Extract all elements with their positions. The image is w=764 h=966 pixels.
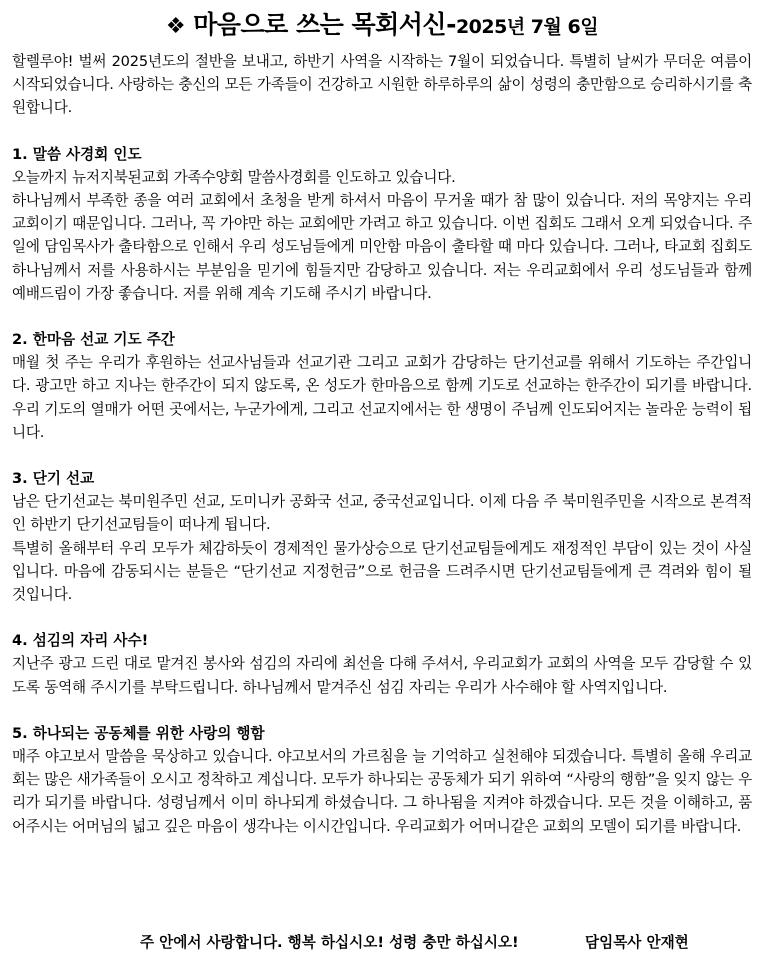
section-heading: 2. 한마음 선교 기도 주간 [12,331,175,349]
diamond-icon: ❖ [165,14,186,39]
section-paragraph: 매주 야고보서 말씀을 묵상하고 있습니다. 야고보서의 가르침을 늘 기억하고 실천해야 되겠습니다. 특별히 올해 우리교회는 많은 새가족들이 오시고 정착하고 계십니다. 모두가 하나되는 공동체가 되기 위하여 “사랑의 행함”을 잊지 않는 우리가 되기를 바랍니다. 성령님께서 이미 하나되게 하셨습니다. 그 하나됨을 지켜야 하겠습니다. 모든 것을 이해하고, 품어주시는 어머님의 넓고 깊은 마음이 생각나는 이시간입니다. 우리교회가 어머니같은 교회의 모델이 되기를 바랍니다. [12,748,752,835]
title-date: 2025년 7월 6일 [455,16,599,38]
closing-greeting: 주 안에서 사랑합니다. 행복 하십시오! 성령 충만 하십시오! [140,934,519,951]
section-paragraph: 남은 단기선교는 북미원주민 선교, 도미니카 공화국 선교, 중국선교입니다. 이제 다음 주 북미원주민을 시작으로 본격적인 하반기 단기선교팀들이 떠나게 됩니다. [12,493,752,534]
pastor-signature: 담임목사 안재현 [585,934,689,951]
section-1 [12,143,752,305]
section-paragraph: 오늘까지 뉴저지북된교회 가족수양회 말씀사경회를 인도하고 있습니다. [12,168,456,186]
intro-paragraph: 할렐루야! 벌써 2025년도의 절반을 보내고, 하반기 사역을 시작하는 7월이 되었습니다. 특별히 날씨가 무더운 여름이 시작되었습니다. 사랑하는 충신의 모든 가족들이 건강하고 시원한 하루하루의 삶이 성령의 충만함으로 승리하시기를 축원합니다. [12,53,752,117]
section-heading: 5. 하나되는 공동체를 위한 사랑의 행함 [12,724,265,742]
letter-page [12,6,752,838]
section-paragraph: 지난주 광고 드린 대로 맡겨진 봉사와 섬김의 자리에 최선을 다해 주셔서, 우리교회가 교회의 사역을 모두 감당할 수 있도록 동역해 주시기를 부탁드립니다. 하나님께서 맡겨주신 섬김 자리는 우리가 사수해야 할 사역지입니다. [12,655,752,696]
section-4 [12,629,752,699]
section-5 [12,722,752,838]
section-3 [12,467,752,606]
section-heading: 3. 단기 선교 [12,470,95,488]
section-paragraph: 특별히 올해부터 우리 모두가 체감하듯이 경제적인 물가상승으로 단기선교팀들에게도 재정적인 부담이 있는 것이 사실입니다. 마음에 감동되시는 분들은 “단기선교 지정헌금”으로 헌금을 드려주시면 단기선교팀들에게 큰 격려와 힘이 될 것입니다. [12,539,752,604]
section-paragraph: 매월 첫 주는 우리가 후원하는 선교사님들과 선교기관 그리고 교회가 감당하는 단기선교를 위해서 기도하는 주간입니다. 광고만 하고 지나는 한주간이 되지 않도록, 온 성도가 한마음으로 함께 기도로 선교하는 한주간이 되기를 바랍니다. 우리 기도의 열매가 어떤 곳에서는, 누군가에게, 그리고 선교지에서는 한 생명이 주님께 인도되어지는 놀라운 능력이 됩니다. [12,354,752,441]
section-paragraph: 하나님께서 부족한 종을 여러 교회에서 초청을 받게 하셔서 마음이 무거울 때가 참 많이 있습니다. 저의 목양지는 우리교회이기 때문입니다. 그러나, 꼭 가야만 하는 교회에만 가려고 하고 있습니다. 이번 집회도 그래서 오게 되었습니다. 주일에 담임목사가 출타함으로 인해서 우리 성도님들에게 미안함 마음이 출타할 때 마다 있습니다. 그러나, 타교회 집회도 하나님께서 저를 사용하시는 부분임을 믿기에 힘들지만 감당하고 있습니다. 저는 우리교회에서 우리 성도님들과 함께 예배드림이 가장 좋습니다. 저를 위해 계속 기도해 주시기 바랍니다. [12,192,752,302]
section-heading: 4. 섬김의 자리 사수! [12,632,149,650]
page-title [12,6,752,46]
section-heading: 1. 말씀 사경회 인도 [12,145,142,163]
title-main: 마음으로 쓰는 목회서신- [193,10,456,39]
section-2 [12,328,752,444]
